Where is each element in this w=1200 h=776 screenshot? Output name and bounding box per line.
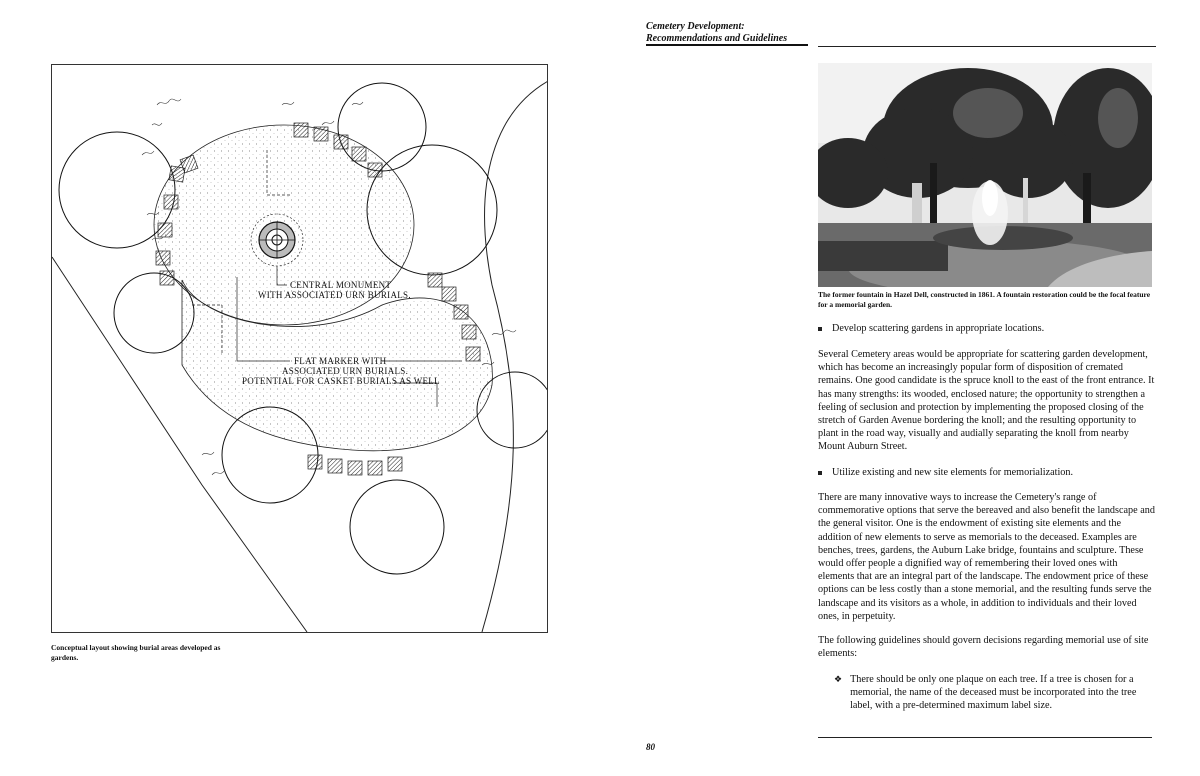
bullet-scattering-gardens [818,322,1156,335]
paragraph-guidelines-intro: The following guidelines should govern decisions regarding memorial use of site elements: [818,635,1149,660]
guideline-tree-plaque [834,673,1156,713]
plan-caption: Conceptual layout showing burial areas developed as gardens. [51,643,221,662]
label-central-monument-2: WITH ASSOCIATED URN BURIALS. [258,290,411,300]
label-flat-marker-1: FLAT MARKER WITH [294,356,387,366]
fountain-photo [818,63,1152,287]
conceptual-layout-plan [51,64,548,633]
bullet-site-elements [818,466,1156,479]
bullet-scattering-gardens-text: Develop scattering gardens in appropriate locations. [832,323,1045,334]
photo-caption: The former fountain in Hazel Dell, constructed in 1861. A fountain restoration could be the focal feature for a memorial garden. [818,290,1151,309]
diamond-bullet-icon: ❖ [834,674,843,684]
guideline-tree-plaque-text: There should be only one plaque on each tree. If a tree is chosen for a memorial, the name of the deceased must be incorporated into the tree label, with a pre-determined maximum label size. [850,674,1137,712]
plan-drawing [52,65,547,632]
square-bullet-icon [818,471,822,475]
running-header-title: Cemetery Development: [646,21,745,32]
page-number: 80 [646,742,655,752]
header-rule-thick [646,44,808,46]
label-flat-marker-3: POTENTIAL FOR CASKET BURIALS AS WELL [242,376,440,386]
path-edge-right [482,75,547,632]
header-rule-thin [818,46,1156,47]
running-header-subtitle: Recommendations and Guidelines [646,33,788,44]
paragraph-scattering-gardens: Several Cemetery areas would be appropriate for scattering garden development, which has become an increasingly popular form of disposition of cremated remains. One good candidate is the spruce knoll to the east of the front entrance. It has many strengths: its wooded, enclosed nature; the opportunity to strengthen a feeling of seclusion and protection by implementing the proposed closing of the stretch of Garden Avenue bordering the knoll; and the resulting opportunity to plant in the road way, visually and audially separating the knoll from nearby Mount Auburn Street. [818,349,1155,453]
footer-rule [818,737,1152,738]
fountain-photo-image [818,63,1152,287]
label-central-monument-1: CENTRAL MONUMENT [290,280,392,290]
paragraph-memorialization: There are many innovative ways to increase the Cemetery's range of commemorative options that serve the bereaved and also benefit the landscape and the general visitor. One is the endowment of existing site elements and the addition of new elements to serve as memorials to the deceased. Examples are benches, trees, gardens, the Auburn Lake bridge, fountains and sculpture. These would offer people a dignified way of remembering their loved ones with elements that are an integral part of the landscape. The endowment price of these options can be less costly than a stone memorial, and the resulting funds serve the landscape and its visitors as a whole, in addition to individuals and their loved ones, in perpetuity. [818,492,1155,622]
label-flat-marker-2: ASSOCIATED URN BURIALS. [282,366,409,376]
bullet-site-elements-text: Utilize existing and new site elements for memorialization. [832,467,1074,478]
square-bullet-icon [818,327,822,331]
